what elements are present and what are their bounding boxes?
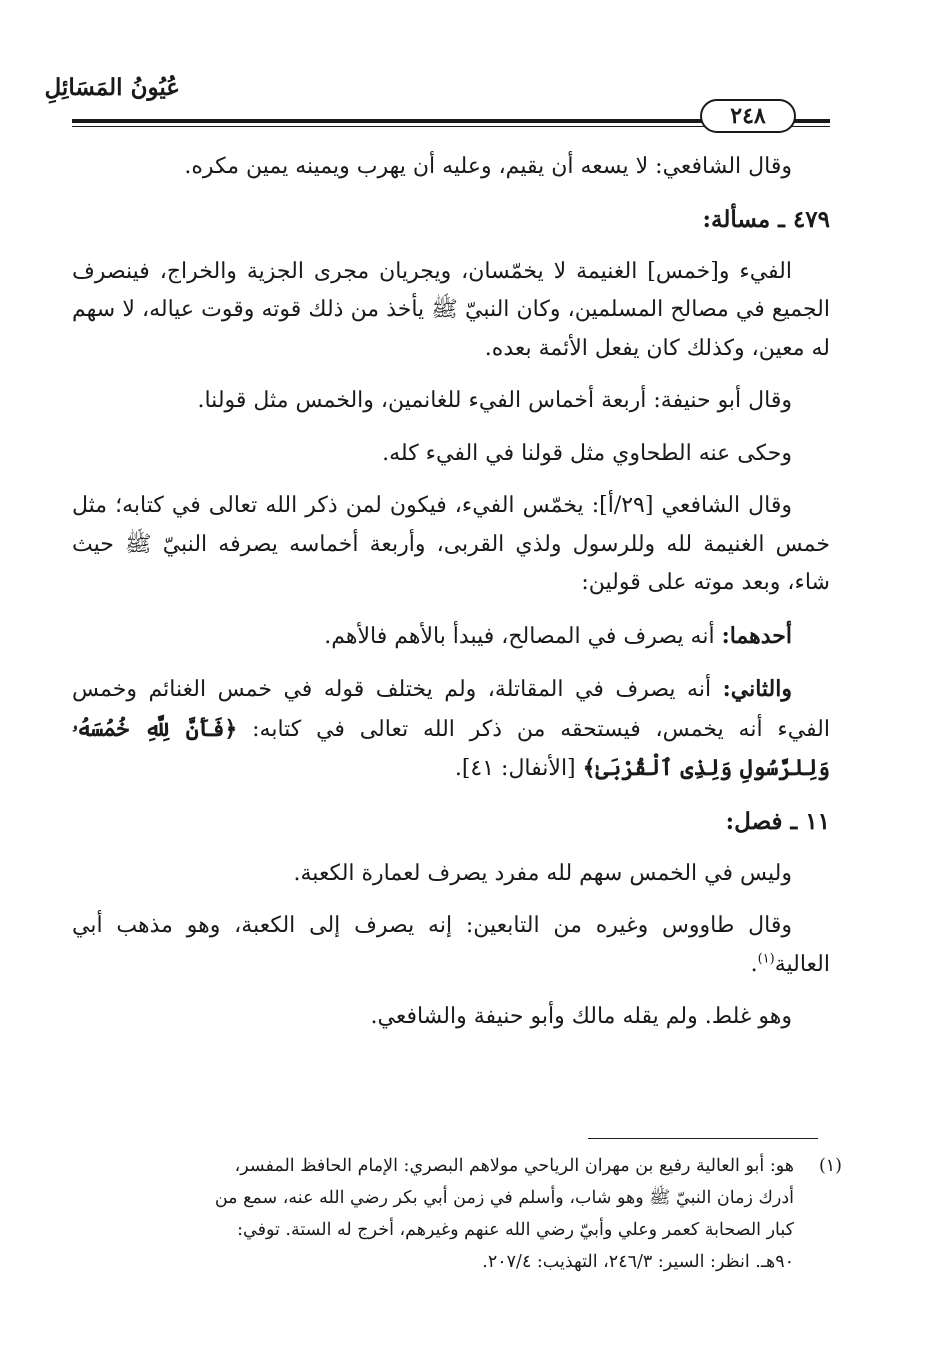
quran-verse: ﴿فَأَنَّ لِلَّهِ خُمُسَهُۥ وَلِلرَّسُولِ وَلِذِى ٱلْقُرْبَىٰ﴾ [72,715,830,781]
footnote-line: أدرك زمان النبيّ ﷺ وهو شاب، وأسلم في زمن أبي بكر رضي الله عنه، سمع من [214,1188,794,1208]
paragraph-first-opinion [72,617,830,657]
footnote-separator [588,1138,818,1139]
paragraph: وقال أبو حنيفة: أربعة أخماس الفيء للغانمين، والخمس مثل قولنا. [197,388,792,413]
verse-reference: [الأنفال: ٤١]. [454,756,576,781]
footnote-marker: (١) [757,951,775,967]
paragraph [72,907,830,984]
footnote-line: ٩٠هـ. انظر: السير: ٢٤٦/٣، التهذيب: ٢٠٧/٤. [482,1252,794,1272]
paragraph: وقال الشافعي: لا يسعه أن يقيم، وعليه أن يهرب ويمينه يمين مكره. [184,154,792,179]
footnote-line [72,1150,842,1182]
main-text [72,148,830,1051]
opinion-text: أنه يصرف في المقاتلة، ولم يختلف قوله في خمس الغنائم وخمس الفيء أنه يخمس، فيستحقه من ذكر الله تعالى في كتابه: [72,677,830,742]
paragraph: وحكى عنه الطحاوي مثل قولنا في الفيء كله. [382,440,792,466]
opinion-text: أنه يصرف في المصالح، فيبدأ بالأهم فالأهم. [324,623,715,649]
section-heading-issue: ٤٧٩ ـ مسألة: [702,205,830,233]
paragraph-end: . [750,951,758,977]
opinion-label: أحدهما: [721,622,792,649]
paragraph: وقال الشافعي [٢٩/أ]: يخمّس الفيء، فيكون لمن ذكر الله تعالى في كتابه؛ مثل خمس الغنيمة لله وللرسول ولذي القربى، وأربعة أخماسه يصرفه النبيّ ﷺ حيث شاء، وبعد موته على قولين: [72,493,830,595]
footnote-number: (١) [818,1156,842,1176]
footnote-text: هو: أبو العالية رفيع بن مهران الرياحي مولاهم البصري: الإمام الحافظ المفسر، [234,1156,794,1176]
footnote [72,1150,842,1278]
opinion-label: والثاني: [722,676,792,702]
paragraph-text: وقال طاووس وغيره من التابعين: إنه يصرف إلى الكعبة، وهو مذهب أبي العالية [72,913,830,977]
footnote-line: كبار الصحابة كعمر وعلي وأبيّ رضي الله عنهم وغيرهم، أخرج له الستة. توفي: [237,1220,794,1240]
paragraph: وليس في الخمس سهم لله مفرد يصرف لعمارة الكعبة. [293,860,792,886]
paragraph-second-opinion [72,670,830,789]
paragraph: وهو غلط. ولم يقله مالك وأبو حنيفة والشافعي. [370,1004,792,1029]
page-number-badge: ٢٤٨ [700,99,796,133]
paragraph: الفيء و[خمس] الغنيمة لا يخمّسان، ويجريان مجرى الجزية والخراج، فينصرف الجميع في مصالح المسلمين، وكان النبيّ ﷺ يأخذ من ذلك قوته وقوت عياله، لا سهم له معين، وكذلك كان يفعل الأئمة بعده. [72,258,830,361]
running-header-title: عُيُونُ المَسَائِلِ [44,74,180,101]
section-heading-chapter: ١١ ـ فصل: [725,807,830,835]
